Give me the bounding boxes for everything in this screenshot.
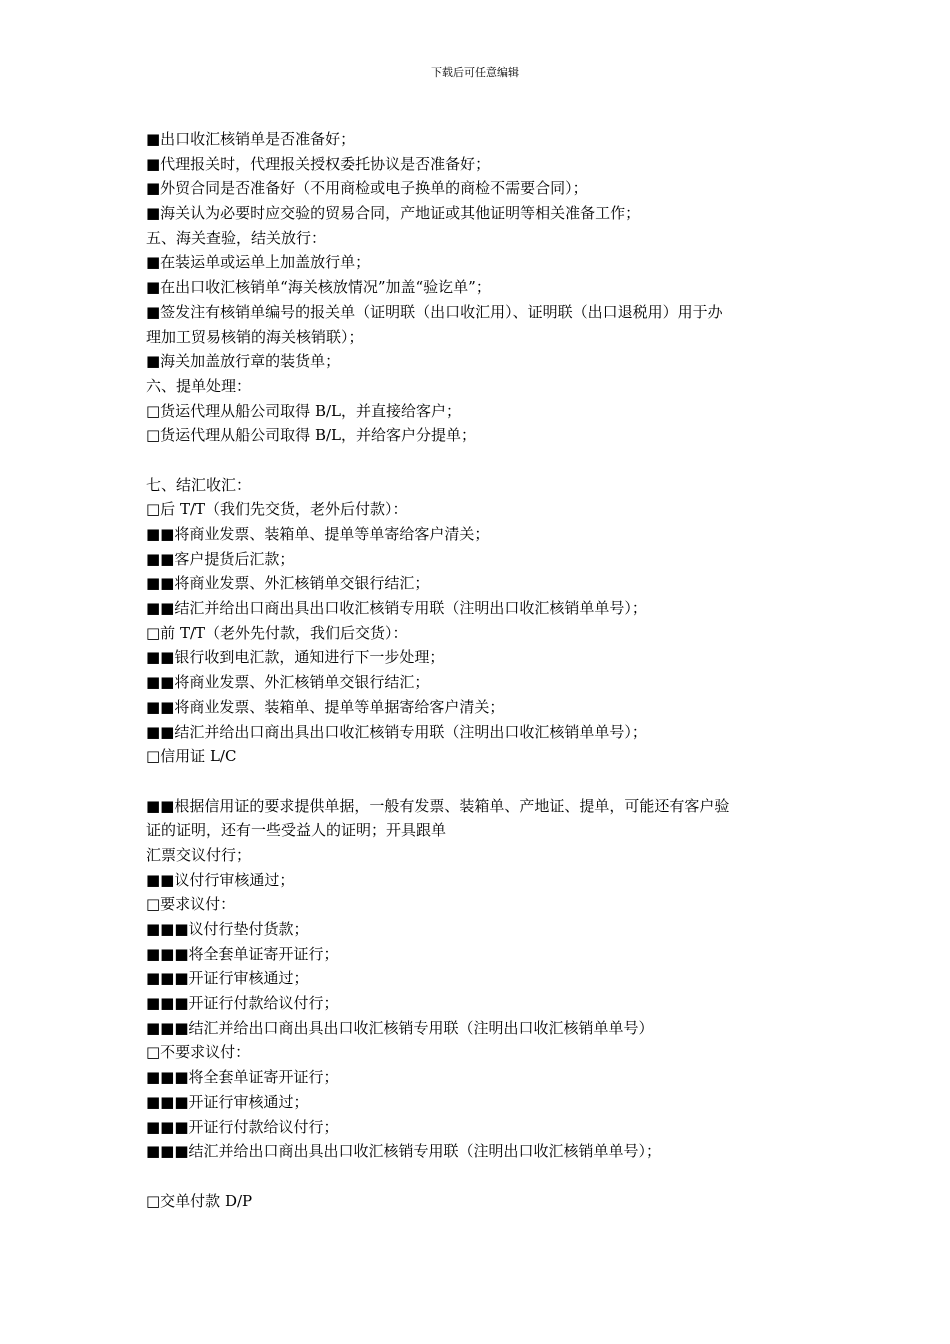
text-line: ■■■开证行审核通过； bbox=[146, 969, 309, 988]
text-line: ■■■将全套单证寄开证行； bbox=[146, 944, 339, 963]
text-line: ■■■将全套单证寄开证行； bbox=[146, 1068, 339, 1087]
blank-line bbox=[146, 769, 816, 794]
text-line: ■■将商业发票、外汇核销单交银行结汇； bbox=[146, 574, 430, 593]
text-line: □货运代理从船公司取得 B/L，并给客户分提单； bbox=[146, 426, 476, 445]
text-line: ■■■结汇并给出口商出具出口收汇核销专用联（注明出口收汇核销单单号）； bbox=[146, 1142, 662, 1161]
text-line: ■海关加盖放行章的装货单； bbox=[146, 352, 341, 371]
text-line: ■■■开证行审核通过； bbox=[146, 1092, 309, 1111]
text-line: ■■结汇并给出口商出具出口收汇核销专用联（注明出口收汇核销单单号）； bbox=[146, 722, 647, 741]
text-line: ■代理报关时，代理报关授权委托协议是否准备好； bbox=[146, 154, 491, 173]
text-line: ■■将商业发票、装箱单、提单等单寄给客户清关； bbox=[146, 525, 490, 543]
text-line: □前 T/T（老外先付款，我们后交货）： bbox=[146, 623, 408, 642]
text-line: ■■结汇并给出口商出具出口收汇核销专用联（注明出口收汇核销单单号）； bbox=[146, 599, 647, 618]
text-line: ■■议付行审核通过； bbox=[146, 870, 295, 889]
text-line: ■■银行收到电汇款，通知进行下一步处理； bbox=[146, 648, 445, 667]
text-line: 理加工贸易核销的海关核销联）； bbox=[146, 327, 364, 346]
text-line: □后 T/T（我们先交货，老外后付款）： bbox=[146, 500, 408, 519]
blank-line bbox=[146, 448, 816, 473]
text-line: □不要求议付： bbox=[146, 1043, 251, 1062]
blank-line bbox=[146, 1164, 816, 1189]
section-heading: 七、结汇收汇： bbox=[146, 475, 252, 494]
text-line: ■出口收汇核销单是否准备好； bbox=[146, 130, 356, 148]
text-line: ■■■结汇并给出口商出具出口收汇核销专用联（注明出口收汇核销单单号） bbox=[146, 1018, 654, 1037]
text-line: □信用证 L/C bbox=[146, 747, 237, 766]
text-line: ■■将商业发票、装箱单、提单等单据寄给客户清关； bbox=[146, 697, 505, 716]
section-heading: 六、提单处理： bbox=[146, 376, 252, 395]
page-header: 下载后可任意编辑 bbox=[431, 66, 519, 79]
text-line: □货运代理从船公司取得 B/L，并直接给客户； bbox=[146, 401, 461, 420]
text-line: □要求议付： bbox=[146, 895, 236, 914]
text-line: ■外贸合同是否准备好（不用商检或电子换单的商检不需要合同）； bbox=[146, 179, 588, 198]
text-line: ■■■开证行付款给议付行； bbox=[146, 1117, 339, 1136]
text-line: ■■客户提货后汇款； bbox=[146, 549, 295, 568]
document-body bbox=[146, 127, 816, 1213]
text-line: ■■将商业发票、外汇核销单交银行结汇； bbox=[146, 673, 430, 692]
text-line: □交单付款 D/P bbox=[146, 1191, 253, 1210]
text-line: 证的证明，还有一些受益人的证明；开具跟单 bbox=[146, 821, 447, 840]
text-line: 汇票交议付行； bbox=[146, 845, 252, 864]
text-line: ■■■议付行垫付货款； bbox=[146, 920, 309, 938]
text-line: ■在装运单或运单上加盖放行单； bbox=[146, 253, 371, 272]
text-line: ■■■开证行付款给议付行； bbox=[146, 994, 339, 1013]
text-line: ■在出口收汇核销单“海关核放情况”加盖“验讫单”； bbox=[146, 278, 491, 297]
text-line: ■海关认为必要时应交验的贸易合同，产地证或其他证明等相关准备工作； bbox=[146, 204, 641, 223]
text-line: ■签发注有核销单编号的报关单（证明联（出口收汇用）、证明联（出口退税用）用于办 bbox=[146, 302, 723, 321]
text-line: ■■根据信用证的要求提供单据，一般有发票、装箱单、产地证、提单，可能还有客户验 bbox=[146, 796, 730, 815]
section-heading: 五、海关查验，结关放行： bbox=[146, 228, 327, 247]
